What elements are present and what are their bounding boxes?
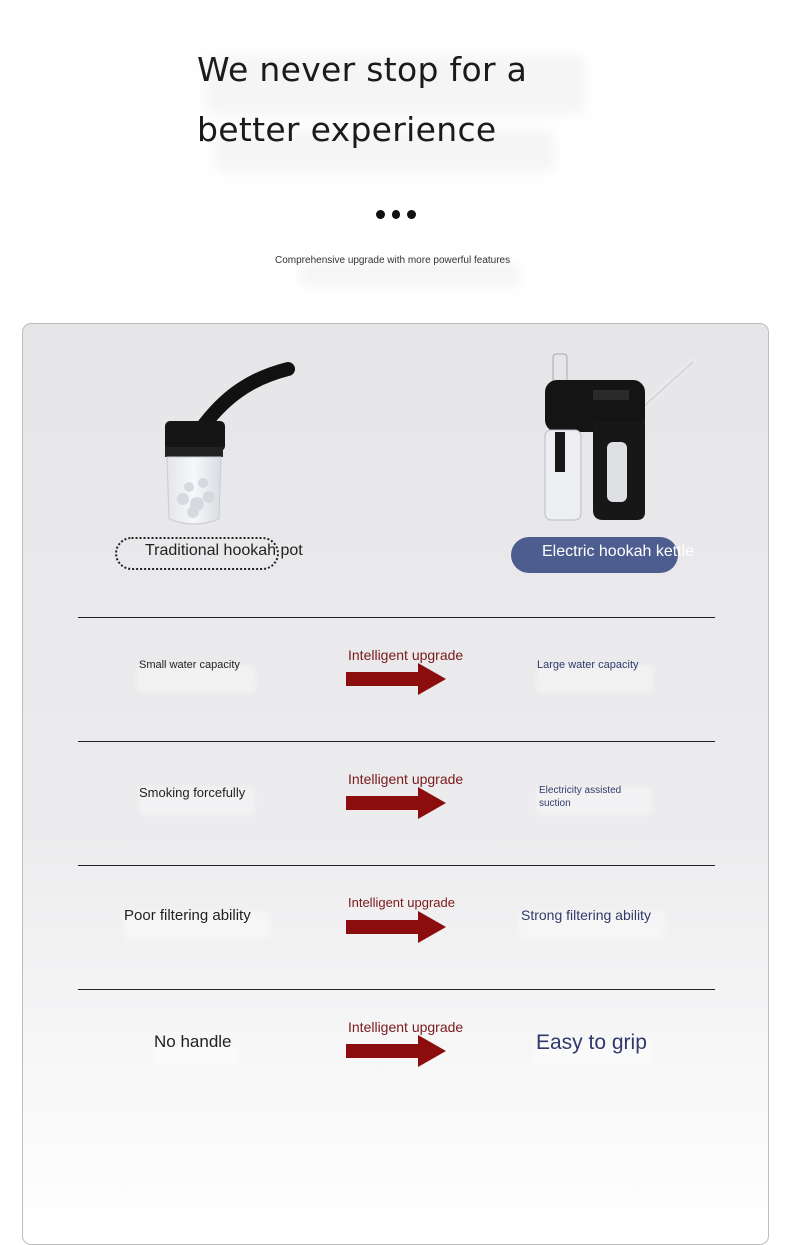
- electric-hookah-image: [533, 352, 713, 527]
- traditional-hookah-image: [153, 359, 303, 534]
- electric-label: Electric hookah kettle: [542, 543, 695, 560]
- after-feature: Large water capacity: [537, 659, 639, 671]
- row-divider: [78, 617, 715, 618]
- row-divider: [78, 741, 715, 742]
- before-feature: Small water capacity: [139, 659, 240, 671]
- upgrade-label: Intelligent upgrade: [348, 771, 464, 787]
- after-feature: Strong filtering ability: [521, 907, 651, 923]
- right-arrow-icon: [346, 911, 446, 943]
- upgrade-label: Intelligent upgrade: [348, 1019, 464, 1035]
- right-arrow-icon: [346, 1035, 446, 1067]
- comparison-panel: [22, 323, 769, 1245]
- after-feature: Easy to grip: [536, 1031, 647, 1054]
- before-feature: No handle: [154, 1032, 232, 1051]
- comparison-row: [78, 989, 715, 1113]
- upgrade-label: Intelligent upgrade: [348, 895, 455, 910]
- comparison-row: [78, 617, 715, 741]
- ellipsis-dots-icon: [376, 210, 416, 222]
- headline-line-1: We never stop for a: [197, 50, 528, 89]
- before-feature: Poor filtering ability: [124, 907, 251, 924]
- comparison-row: [78, 741, 715, 865]
- right-arrow-icon: [346, 787, 446, 819]
- row-divider: [78, 989, 715, 990]
- right-arrow-icon: [346, 663, 446, 695]
- subtitle: Comprehensive upgrade with more powerful features: [275, 255, 511, 266]
- comparison-row: [78, 865, 715, 989]
- traditional-label: Traditional hookah pot: [145, 542, 303, 559]
- upgrade-label: Intelligent upgrade: [348, 647, 464, 663]
- headline-line-2: better experience: [197, 110, 497, 149]
- before-feature: Smoking forcefully: [139, 785, 246, 800]
- after-feature: Electricity assisted suction: [539, 785, 622, 809]
- row-divider: [78, 865, 715, 866]
- page-headline: [197, 40, 617, 160]
